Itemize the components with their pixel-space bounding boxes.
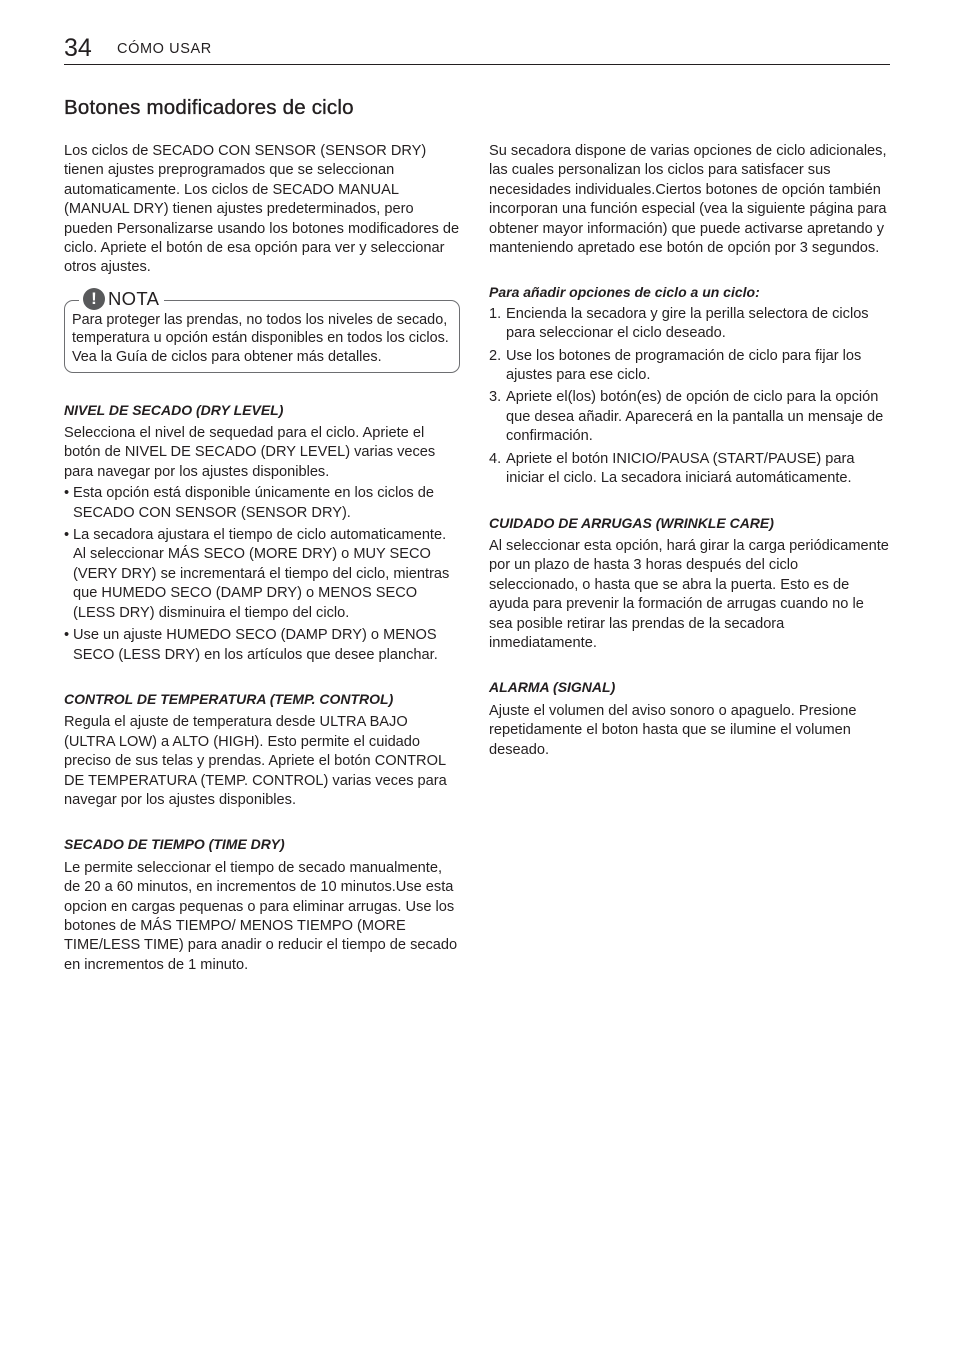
- time-dry-text: Le permite seleccionar el tiempo de secado manualmente, de 20 a 60 minutos, en incrementos de 10 minutos.Use esta opcion en cargas pequenas o para eliminar arrugas. Use los botones de MÁS TIEMPO/ MENOS TIEMPO (MORE TIME/LESS TIME) para anadir o reducir el tiempo de secado en incrementos de 1 minuto.: [64, 859, 458, 973]
- dry-level-bullets: [64, 484, 460, 665]
- list-item: • La secadora ajustara el tiempo de ciclo automaticamente. Al seleccionar MÁS SECO (MORE DRY) o MUY SECO (VERY DRY) se incrementará el tiempo del ciclo, mientras que HUMEDO SECO (DAMP DRY) o MENOS SECO (LESS DRY) disminuira el tiempo del ciclo.: [64, 526, 460, 623]
- signal-section: [489, 678, 891, 760]
- temp-control-heading: CONTROL DE TEMPERATURA (TEMP. CONTROL): [64, 690, 394, 707]
- dry-level-text: Selecciona el nivel de sequedad para el ciclo. Apriete el botón de NIVEL DE SECADO (DRY LEVEL) varias veces para navegar por los ajustes disponibles.: [64, 425, 436, 480]
- wrinkle-care-text: Al seleccionar esta opción, hará girar la carga periódicamente por un plazo de hasta 3 horas después del ciclo seleccionado, o hasta que se abra la puerta. Esto es de ayuda para prevenir la formación de arrugas cuando no le sea posible retirar las prendas de la secadora inmediatamente.: [489, 537, 889, 651]
- step-text: Use los botones de programación de ciclo para fijar los ajustes para ese ciclo.: [506, 347, 862, 384]
- add-options-heading: Para añadir opciones de ciclo a un ciclo:: [489, 284, 760, 301]
- list-item: [489, 347, 891, 386]
- right-column: [489, 142, 891, 760]
- wrinkle-care-section: [489, 514, 891, 654]
- page-title: Botones modificadores de ciclo: [64, 96, 354, 119]
- step-text: Encienda la secadora y gire la perilla selectora de ciclos para seleccionar el ciclo deseado.: [506, 305, 869, 342]
- dry-level-section: [64, 401, 460, 665]
- note-label: NOTA: [108, 287, 160, 309]
- page-number: 34: [64, 34, 92, 62]
- list-item: [489, 305, 891, 344]
- temp-control-text: Regula el ajuste de temperatura desde ULTRA BAJO (ULTRA LOW) a ALTO (HIGH). Esto permite el cuidado preciso de sus telas y prendas. Apriete el botón CONTROL DE TEMPERATURA (TEMP. CONTROL) varias veces para navegar por los ajustes disponibles.: [64, 714, 447, 808]
- section-name: CÓMO USAR: [117, 41, 212, 57]
- wrinkle-care-heading: CUIDADO DE ARRUGAS (WRINKLE CARE): [489, 514, 774, 531]
- time-dry-heading: SECADO DE TIEMPO (TIME DRY): [64, 836, 285, 853]
- time-dry-section: [64, 835, 460, 975]
- left-column: [64, 142, 460, 975]
- right-intro-paragraph: Su secadora dispone de varias opciones de ciclo adicionales, las cuales personalizan los ciclos para satisfacer sus necesidades individuales.Ciertos botones de opción también incorporan una función especial (vea la siguiente página para obtener mayor información) que puede activarse apretando y manteniendo apretado ese botón de opción por 3 segundos.: [489, 143, 887, 257]
- signal-text: Ajuste el volumen del aviso sonoro o apaguelo. Presione repetidamente el boton hasta que se ilumine el volumen deseado.: [489, 702, 857, 758]
- list-item: [489, 450, 891, 489]
- step-text: Apriete el botón INICIO/PAUSA (START/PAUSE) para iniciar el ciclo. La secadora iniciará automáticamente.: [506, 450, 855, 487]
- list-item: [489, 388, 891, 446]
- list-item: • Use un ajuste HUMEDO SECO (DAMP DRY) o MENOS SECO (LESS DRY) en los artículos que desee planchar.: [64, 626, 460, 665]
- dry-level-heading: NIVEL DE SECADO (DRY LEVEL): [64, 401, 284, 418]
- note-box: [64, 287, 460, 373]
- intro-paragraph: Los ciclos de SECADO CON SENSOR (SENSOR DRY) tienen ajustes preprogramados que se seleccionan automaticamente. Los ciclos de SECADO MANUAL (MANUAL DRY) tienen ajustes predeterminados, pero pueden Personalizarse usando los botones modificadores de ciclo. Apriete el botón de esa opción para ver y seleccionar otros ajustes.: [64, 143, 460, 276]
- note-text: Para proteger las prendas, no todos los niveles de secado, temperatura u opción están disponibles en todos los ciclos. Vea la Guía de ciclos para obtener más detalles.: [72, 311, 449, 366]
- step-number: 3.: [489, 389, 502, 406]
- page-header: [64, 34, 890, 65]
- step-number: 1.: [489, 305, 502, 322]
- note-header: [79, 288, 164, 310]
- step-text: Apriete el(los) botón(es) de opción de ciclo para la opción que desea añadir. Aparecerá en la pantalla un mensaje de confirmación.: [506, 389, 884, 445]
- step-number: 2.: [489, 347, 502, 364]
- signal-heading: ALARMA (SIGNAL): [489, 679, 616, 696]
- add-options-section: [489, 283, 891, 488]
- list-item: • Esta opción está disponible únicamente en los ciclos de SECADO CON SENSOR (SENSOR DRY).: [64, 484, 460, 523]
- step-number: 4.: [489, 450, 502, 467]
- exclamation-icon: !: [83, 288, 105, 310]
- add-options-steps: [489, 305, 891, 489]
- temp-control-section: [64, 690, 460, 810]
